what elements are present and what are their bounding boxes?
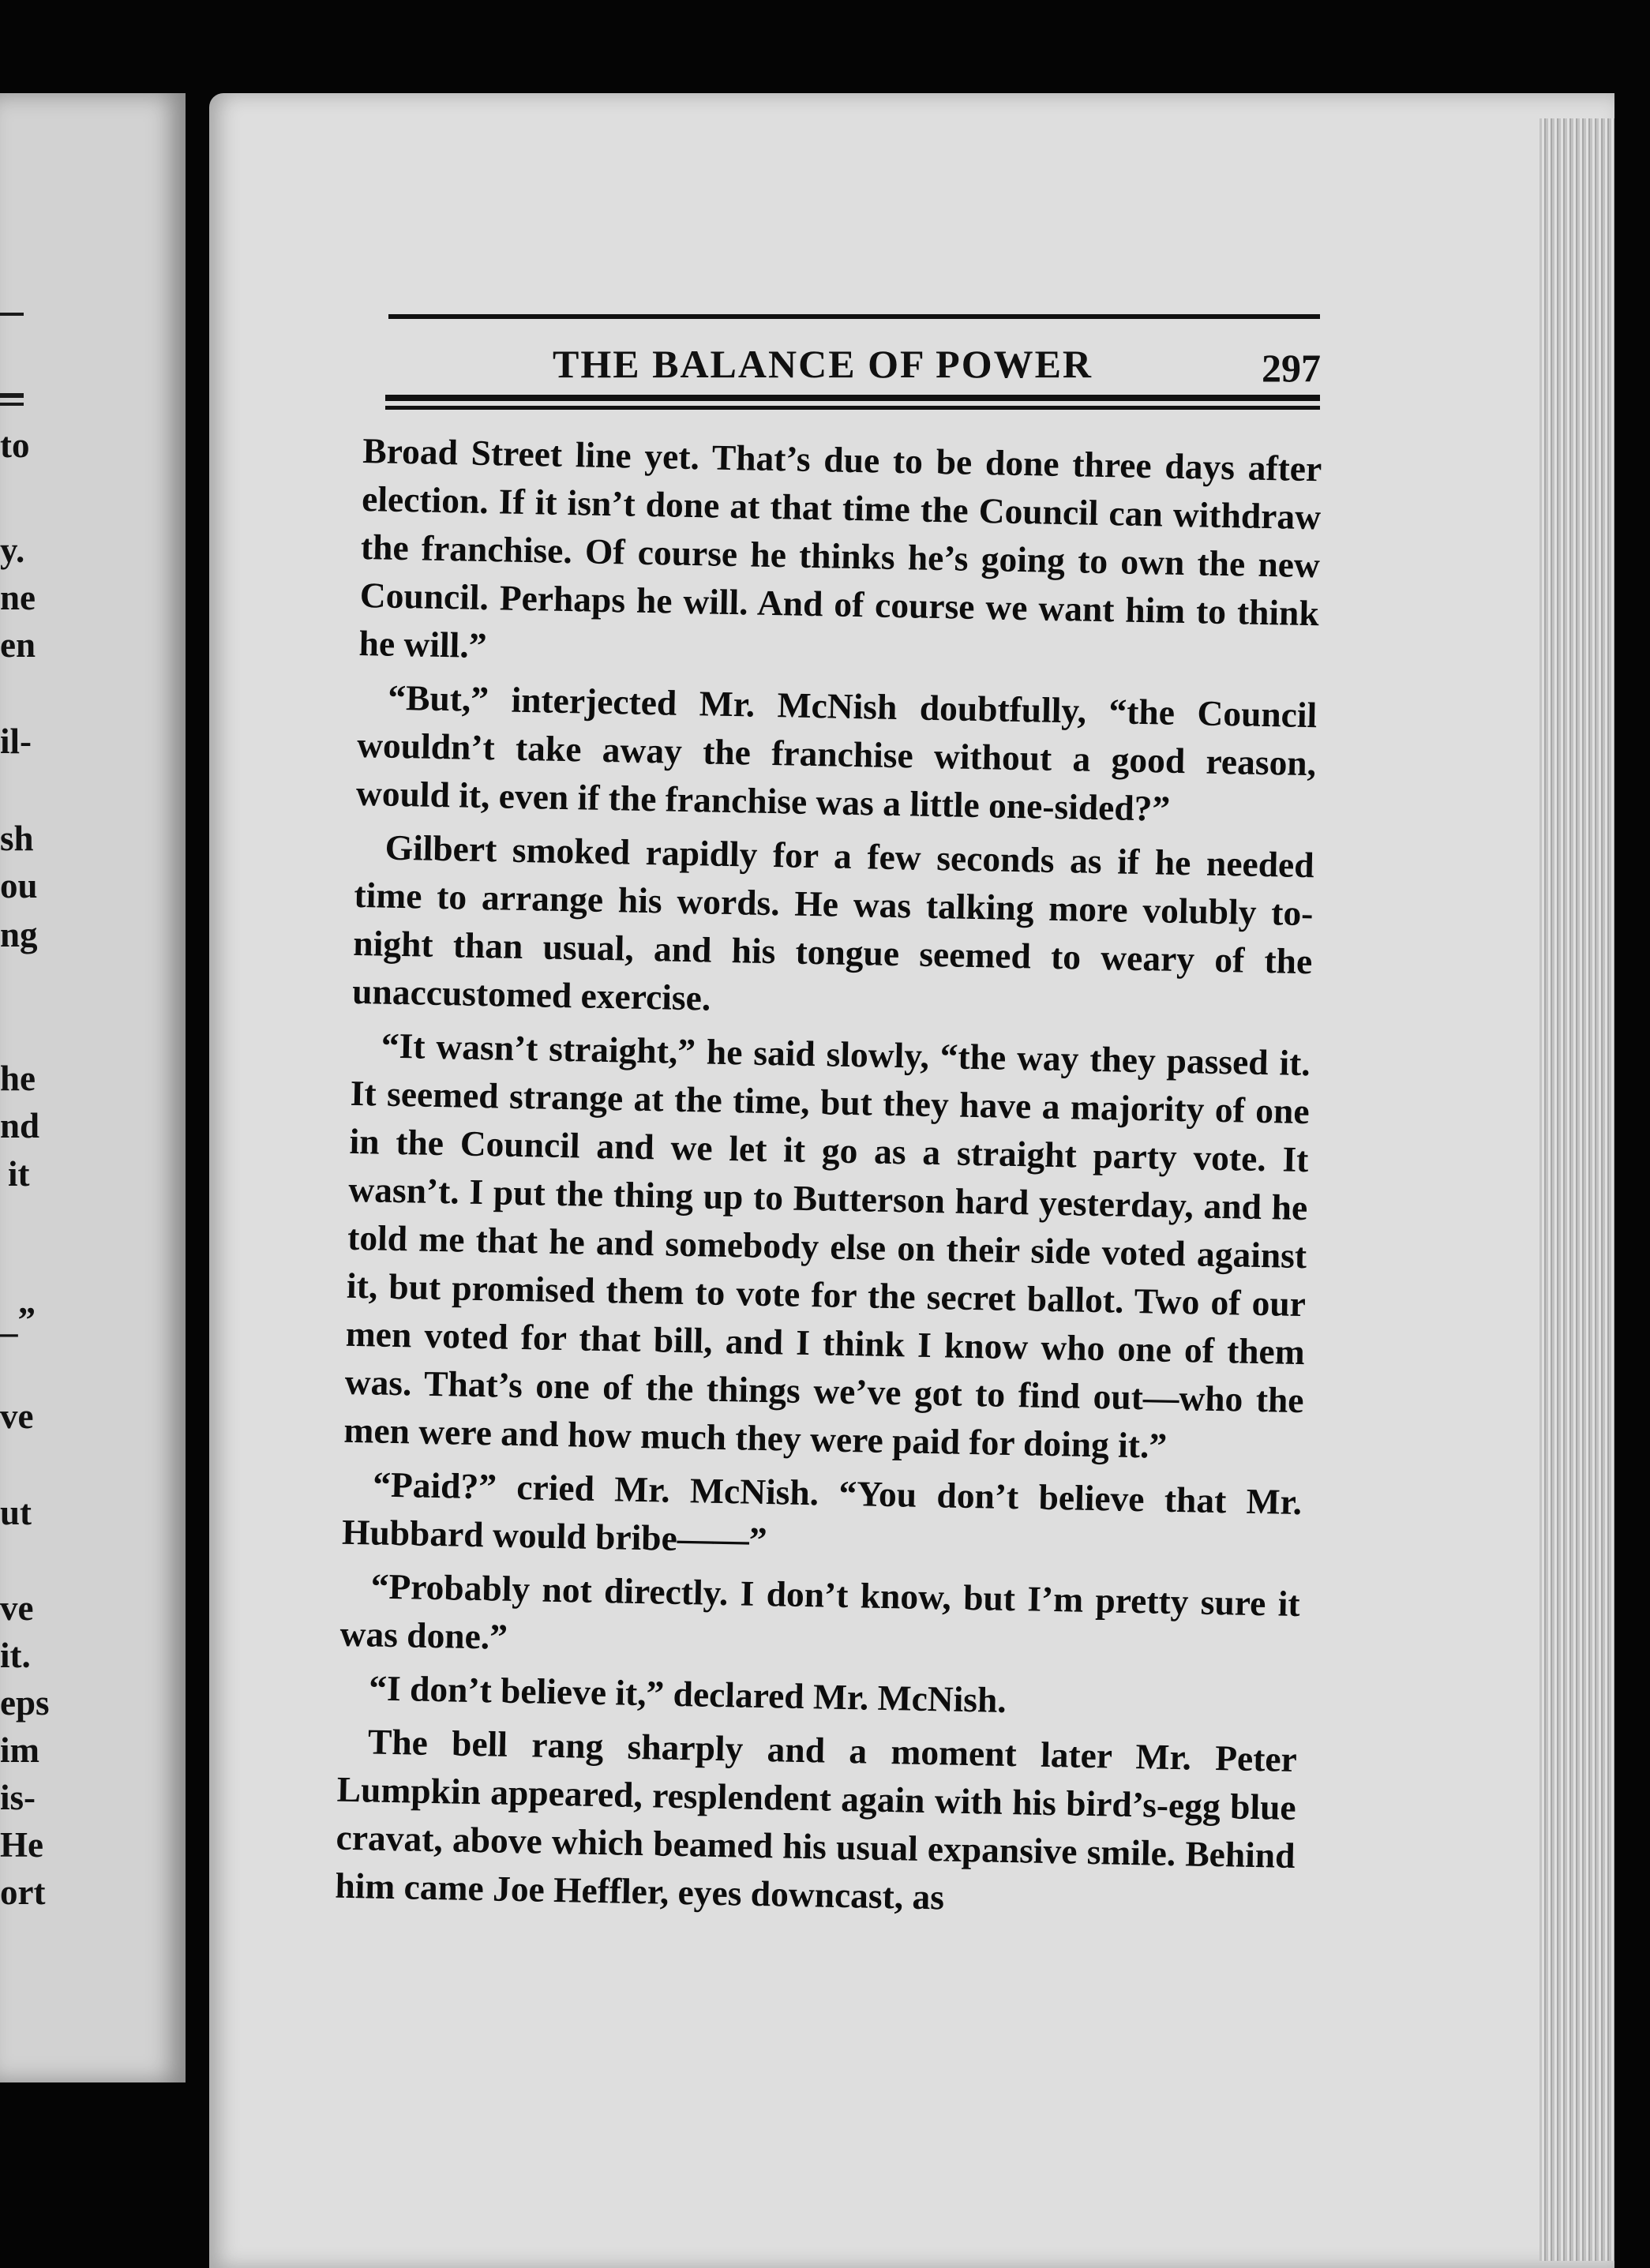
body-text <box>335 426 1322 1933</box>
paragraph: “Probably not directly. I don’t know, but I’m pretty sure it was done.” <box>339 1565 1301 1657</box>
page-number: 297 <box>1262 346 1321 390</box>
header-top-rule <box>388 314 1320 319</box>
facing-page-rule <box>0 393 24 398</box>
facing-page-fragment: eps <box>0 1683 50 1723</box>
paragraph: The bell rang sharply and a moment later Mr. Peter Lumpkin appeared, resplendent again with his bird’s-egg blue cravat, above which beamed his usual expansive smile. Behind him came Joe Heffler, eyes downcast, as <box>335 1721 1298 1917</box>
paragraph: Broad Street line yet. That’s due to be done three days after election. If it isn’t done at that time the Council can withdraw the franchise. Of course he thinks he’s going to own the new Council. Perhaps he will. And of course we want him to think he will.” <box>358 429 1322 666</box>
facing-page-edge <box>0 93 186 2082</box>
facing-page-fragment: it. <box>0 1636 31 1675</box>
facing-page-fragment: He <box>0 1825 43 1865</box>
facing-page-fragment: en <box>0 625 36 665</box>
facing-page-fragment: sh <box>0 819 34 858</box>
facing-page-fragment: ve <box>0 1588 34 1628</box>
paragraph: “But,” interjected Mr. McNish doubtfully, “the Council wouldn’t take away the franchise without a good reason, would it, even if the franchise was a little one-sided?” <box>355 677 1318 829</box>
paragraph: “Paid?” cried Mr. McNish. “You don’t believe that Mr. Hubbard would bribe——” <box>341 1464 1303 1561</box>
facing-page-rule <box>0 313 24 316</box>
paragraph: “It wasn’t straight,” he said slowly, “the way they passed it. It seemed strange at the time, but they have a majority of one in the Council and we let it go as a straight party vote. It wasn’t. I put the thing up to Butterson hard yesterday, and he told me that he and somebody else on their side voted against it, but promised them to vote for the secret ballot. Two of our men voted for that bill, and I think I know who one of them was. That’s one of the things we’ve got to find out—who the men were and how much they were paid for doing it.” <box>343 1025 1311 1466</box>
facing-page-fragment: is- <box>0 1778 36 1817</box>
facing-page-fragment: ut <box>0 1493 32 1532</box>
facing-page-fragment: im <box>0 1730 39 1770</box>
paragraph: Gilbert smoked rapidly for a few seconds as if he needed time to arrange his words. He was talking more volubly to-night than usual, and his tongue seemed to weary of the unaccustomed exercise. <box>351 827 1315 1018</box>
facing-page-fragment: ou <box>0 866 38 905</box>
paragraph: “I don’t believe it,” declared Mr. McNish. <box>368 1667 1007 1720</box>
facing-page-fragment: il- <box>0 722 32 761</box>
header-bottom-rule-thin <box>385 406 1320 410</box>
facing-page-fragment: to <box>0 425 30 465</box>
facing-page-fragment: he <box>0 1059 36 1098</box>
header-bottom-rule <box>385 395 1320 401</box>
facing-page-fragment: ng <box>0 915 38 954</box>
facing-page-rule <box>0 403 24 406</box>
running-head: THE BALANCE OF POWER <box>553 342 1093 386</box>
facing-page-fragment: ort <box>0 1873 46 1912</box>
facing-page-fragment: ve <box>0 1396 34 1436</box>
facing-page-fragment: ne <box>0 578 36 617</box>
facing-page-fragment: y. <box>0 530 25 570</box>
facing-page-fragment: _” <box>0 1300 36 1340</box>
facing-page-fragment: nd <box>0 1106 40 1145</box>
facing-page-fragment: it <box>8 1154 30 1194</box>
page-edges <box>1539 118 1614 2261</box>
